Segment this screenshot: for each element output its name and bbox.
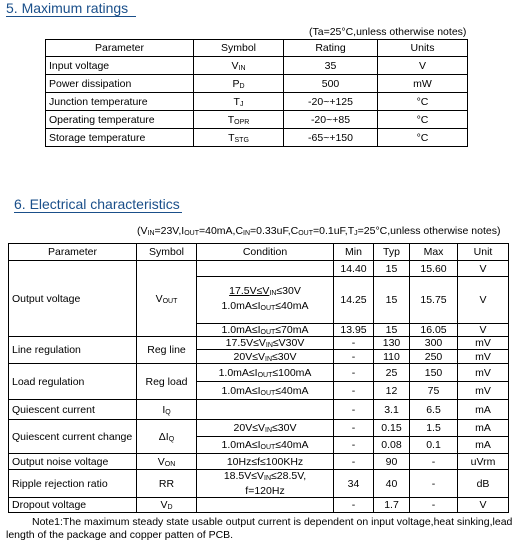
table-row xyxy=(9,420,509,437)
typ-cell: 12 xyxy=(374,382,410,400)
param-cell: Storage temperature xyxy=(46,129,194,147)
param-cell: Operating temperature xyxy=(46,111,194,129)
header-parameter: Parameter xyxy=(9,244,137,261)
symbol-cell: $I_Q$ xyxy=(137,400,197,420)
typ-cell: 15 xyxy=(374,261,410,277)
min-cell: - xyxy=(334,454,374,470)
section6-title: 6. Electrical characteristics xyxy=(14,196,180,212)
rating-cell: 35 xyxy=(284,57,378,75)
max-cell: 16.05 xyxy=(410,324,458,337)
max-cell: - xyxy=(410,498,458,513)
typ-cell: 3.1 xyxy=(374,400,410,420)
param-cell: Output voltage xyxy=(9,261,137,337)
condition-cell: $1.0mA\le I_{OUT}\le 100mA$ xyxy=(197,364,334,382)
unit-cell: mA xyxy=(458,400,509,420)
min-cell: - xyxy=(334,498,374,513)
param-cell: Output noise voltage xyxy=(9,454,137,470)
condition-cell: $1.0mA\le I_{OUT}\le 40mA$ xyxy=(197,382,334,400)
symbol-cell: $V_{OUT}$ xyxy=(137,261,197,337)
min-cell: - xyxy=(334,350,374,364)
min-cell: 34 xyxy=(334,470,374,498)
header-typ: Typ xyxy=(374,244,410,261)
unit-cell: V xyxy=(458,277,509,324)
param-cell: Input voltage xyxy=(46,57,194,75)
symbol-cell: Reg load xyxy=(137,364,197,400)
max-cell: 300 xyxy=(410,337,458,350)
max-cell: 75 xyxy=(410,382,458,400)
footnote: Note1:The maximum steady state usable output current is dependent on input voltage,heat sinking,lead length of the package and copper patten of PCB. xyxy=(6,516,513,541)
unit-cell: mW xyxy=(378,75,468,93)
symbol-cell: $T_J$ xyxy=(194,93,284,111)
symbol-cell: $\Delta I_Q$ xyxy=(137,420,197,454)
symbol-cell: $T_{STG}$ xyxy=(194,129,284,147)
table-row xyxy=(46,129,468,147)
rating-cell: -20~+125 xyxy=(284,93,378,111)
typ-cell: 90 xyxy=(374,454,410,470)
typ-cell: 130 xyxy=(374,337,410,350)
param-cell: Power dissipation xyxy=(46,75,194,93)
unit-cell: V xyxy=(378,57,468,75)
param-cell: Ripple rejection ratio xyxy=(9,470,137,498)
unit-cell: °C xyxy=(378,93,468,111)
unit-cell: mV xyxy=(458,382,509,400)
unit-cell: mA xyxy=(458,437,509,454)
table-row xyxy=(9,400,509,420)
rating-cell: -20~+85 xyxy=(284,111,378,129)
min-cell: 13.95 xyxy=(334,324,374,337)
unit-cell: V xyxy=(458,324,509,337)
typ-cell: 25 xyxy=(374,364,410,382)
section6-conditions: ($V_{IN}=23V,I_{OUT}=40mA,C_{IN}=0.33uF,C_{OUT}=0.1uF,T_J=25^\circ C,unless$ otherwise notes) xyxy=(137,225,501,237)
symbol-cell: $P_D$ xyxy=(194,75,284,93)
unit-cell: °C xyxy=(378,111,468,129)
min-cell: - xyxy=(334,364,374,382)
min-cell: - xyxy=(334,337,374,350)
typ-cell: 15 xyxy=(374,277,410,324)
table-row xyxy=(9,454,509,470)
min-cell: - xyxy=(334,437,374,454)
symbol-cell: $V_{IN}$ xyxy=(194,57,284,75)
param-cell: Junction temperature xyxy=(46,93,194,111)
header-symbol: Symbol xyxy=(137,244,197,261)
condition-cell xyxy=(197,400,334,420)
rating-cell: 500 xyxy=(284,75,378,93)
table-header-row xyxy=(9,244,509,261)
header-symbol: Symbol xyxy=(194,40,284,57)
typ-cell: 110 xyxy=(374,350,410,364)
max-cell: 150 xyxy=(410,364,458,382)
header-rating: Rating xyxy=(284,40,378,57)
table-row xyxy=(46,57,468,75)
table-header-row xyxy=(46,40,468,57)
min-cell: - xyxy=(334,400,374,420)
table-row xyxy=(9,364,509,382)
max-cell: 15.60 xyxy=(410,261,458,277)
unit-cell: V xyxy=(458,261,509,277)
table-row xyxy=(9,470,509,498)
max-cell: 6.5 xyxy=(410,400,458,420)
condition-cell: $17.5V\le V_{IN}\le 30V$ $1.0mA\le I_{OUT}\le 40mA$ xyxy=(197,277,334,324)
condition-cell: $17.5V\le V_{IN}\le V30V$ xyxy=(197,337,334,350)
unit-cell: mV xyxy=(458,350,509,364)
max-cell: - xyxy=(410,454,458,470)
unit-cell: V xyxy=(458,498,509,513)
typ-cell: 0.15 xyxy=(374,420,410,437)
header-parameter: Parameter xyxy=(46,40,194,57)
condition-cell xyxy=(197,261,334,277)
max-cell: 1.5 xyxy=(410,420,458,437)
header-unit: Unit xyxy=(458,244,509,261)
param-cell: Load regulation xyxy=(9,364,137,400)
min-cell: 14.40 xyxy=(334,261,374,277)
condition-cell: $1.0mA\le I_{OUT}\le 40mA$ xyxy=(197,437,334,454)
symbol-cell: $T_{OPR}$ xyxy=(194,111,284,129)
condition-cell: $20V\le V_{IN}\le 30V$ xyxy=(197,420,334,437)
maximum-ratings-table xyxy=(45,39,468,147)
electrical-characteristics-table xyxy=(8,243,509,513)
header-max: Max xyxy=(410,244,458,261)
section5-title: 5. Maximum ratings xyxy=(6,0,129,16)
unit-cell: mA xyxy=(458,420,509,437)
section5-title-underline xyxy=(6,16,136,17)
min-cell: - xyxy=(334,420,374,437)
section5-conditions: (Ta=25°C,unless otherwise notes) xyxy=(309,26,467,38)
param-cell: Quiescent current xyxy=(9,400,137,420)
max-cell: 15.75 xyxy=(410,277,458,324)
unit-cell: mV xyxy=(458,337,509,350)
unit-cell: dB xyxy=(458,470,509,498)
section6-title-underline xyxy=(14,212,182,213)
max-cell: 0.1 xyxy=(410,437,458,454)
param-cell: Line regulation xyxy=(9,337,137,364)
param-cell: Quiescent current change xyxy=(9,420,137,454)
table-row xyxy=(9,261,509,277)
symbol-cell: $V_{ON}$ xyxy=(137,454,197,470)
condition-cell: $1.0mA\le I_{OUT}\le 70mA$ xyxy=(197,324,334,337)
unit-cell: mV xyxy=(458,364,509,382)
typ-cell: 0.08 xyxy=(374,437,410,454)
symbol-cell: $V_D$ xyxy=(137,498,197,513)
header-min: Min xyxy=(334,244,374,261)
header-units: Units xyxy=(378,40,468,57)
condition-cell: 10Hz≤f≤100KHz xyxy=(197,454,334,470)
table-row xyxy=(46,75,468,93)
typ-cell: 40 xyxy=(374,470,410,498)
header-condition: Condition xyxy=(197,244,334,261)
table-row xyxy=(46,93,468,111)
typ-cell: 1.7 xyxy=(374,498,410,513)
min-cell: - xyxy=(334,382,374,400)
max-cell: - xyxy=(410,470,458,498)
rating-cell: -65~+150 xyxy=(284,129,378,147)
max-cell: 250 xyxy=(410,350,458,364)
unit-cell: uVrm xyxy=(458,454,509,470)
condition-cell: $20V\le V_{IN}\le 30V$ xyxy=(197,350,334,364)
condition-cell xyxy=(197,498,334,513)
min-cell: 14.25 xyxy=(334,277,374,324)
table-row xyxy=(46,111,468,129)
unit-cell: °C xyxy=(378,129,468,147)
table-row xyxy=(9,498,509,513)
symbol-cell: RR xyxy=(137,470,197,498)
table-row xyxy=(9,337,509,350)
param-cell: Dropout voltage xyxy=(9,498,137,513)
symbol-cell: Reg line xyxy=(137,337,197,364)
condition-cell: $18.5V\le V_{IN}\le 28.5V$, f=120Hz xyxy=(197,470,334,498)
typ-cell: 15 xyxy=(374,324,410,337)
